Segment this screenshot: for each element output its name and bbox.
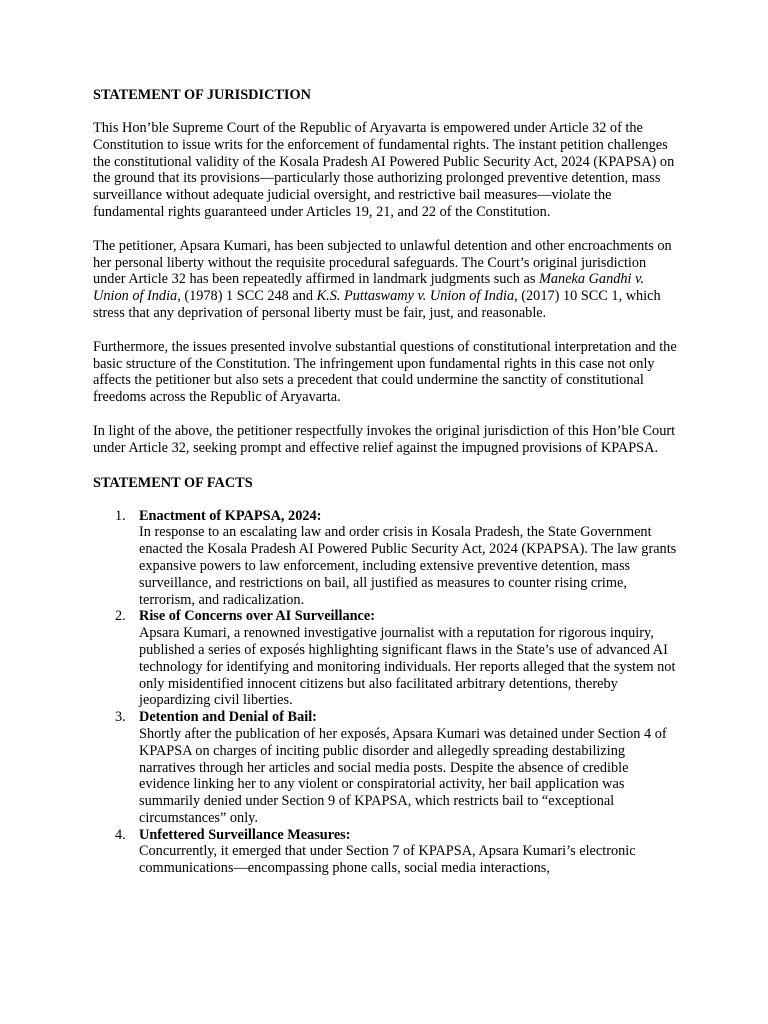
fact-item	[93, 508, 678, 609]
fact-item	[93, 709, 678, 827]
fact-title: Unfettered Surveillance Measures:	[139, 826, 351, 843]
jurisdiction-heading: STATEMENT OF JURISDICTION	[93, 87, 311, 103]
fact-number: 4.	[115, 826, 126, 843]
p2-text-b: , (1978) 1 SCC 248 and	[177, 288, 317, 305]
fact-body: Concurrently, it emerged that under Section 7 of KPAPSA, Apsara Kumari’s electronic communications—encompassing phone calls, social media interactions,	[139, 843, 636, 877]
fact-title: Rise of Concerns over AI Surveillance:	[139, 608, 376, 625]
fact-title: Detention and Denial of Bail:	[139, 709, 317, 726]
p2-text-c: , (2017) 10 SCC 1, which stress that any deprivation of personal liberty must be fair, just, and reasonable.	[93, 288, 661, 321]
fact-body: Apsara Kumari, a renowned investigative journalist with a reputation for rigorous inquiry, published a series of exposés highlighting significant flaws in the State’s use of advanced AI technology for identifying and monitoring individuals. Her reports alleged that the system not only misidentified innocent citizens but also facilitated arbitrary detentions, thereby jeopardizing civil liberties.	[139, 625, 676, 709]
facts-heading: STATEMENT OF FACTS	[93, 474, 253, 491]
fact-number: 3.	[115, 709, 126, 726]
facts-list	[93, 508, 678, 878]
case-citation-puttaswamy: K.S. Puttaswamy v. Union of India	[316, 288, 515, 305]
fact-body: Shortly after the publication of her exposés, Apsara Kumari was detained under Section 4 of KPAPSA on charges of inciting public disorder and allegedly spreading destabilizing narratives through her articles and social media posts. Despite the absence of credible evidence linking her to any violent or conspiratorial activity, her bail application was summarily denied under Section 9 of KPAPSA, which restricts bail to “exceptional circumstances” only.	[139, 725, 667, 826]
fact-item	[93, 608, 678, 709]
jurisdiction-paragraph-3: Furthermore, the issues presented involve substantial questions of constitutional interpretation and the basic structure of the Constitution. The infringement upon fundamental rights in this case not only affects the petitioner but also sets a precedent that could undermine the sanctity of constitutional freedoms across the Republic of Aryavarta.	[93, 338, 677, 406]
p2-text-a: The petitioner, Apsara Kumari, has been subjected to unlawful detention and other encroachments on her personal liberty without the requisite procedural safeguards. The Court’s original jurisdiction under Article 32 has been repeatedly affirmed in landmark judgments such as	[93, 237, 672, 288]
jurisdiction-paragraph-1: This Hon’ble Supreme Court of the Republic of Aryavarta is empowered under Article 32 of the Constitution to issue writs for the enforcement of fundamental rights. The instant petition challenges the constitutional validity of the Kosala Pradesh AI Powered Public Security Act, 2024 (KPAPSA) on the ground that its provisions—particularly those authorizing prolonged preventive detention, mass surveillance without adequate judicial oversight, and restrictive bail measures—violate the fundamental rights guaranteed under Articles 19, 21, and 22 of the Constitution.	[93, 120, 675, 220]
fact-body: In response to an escalating law and order crisis in Kosala Pradesh, the State Government enacted the Kosala Pradesh AI Powered Public Security Act, 2024 (KPAPSA). The law grants expansive powers to law enforcement, including extensive preventive detention, mass surveillance, and restrictions on bail, all justified as measures to counter rising crime, terrorism, and radicalization.	[139, 524, 677, 608]
jurisdiction-paragraph-2	[93, 238, 678, 322]
fact-title: Enactment of KPAPSA, 2024:	[139, 507, 322, 524]
fact-number: 1.	[115, 507, 126, 524]
jurisdiction-paragraph-4: In light of the above, the petitioner respectfully invokes the original jurisdiction of this Hon’ble Court under Article 32, seeking prompt and effective relief against the impugned provisions of KPAPSA.	[93, 422, 676, 456]
case-citation-maneka-gandhi: Maneka Gandhi v. Union of India	[93, 271, 644, 305]
fact-number: 2.	[115, 608, 126, 625]
fact-item	[93, 827, 678, 877]
document-page	[93, 86, 678, 877]
